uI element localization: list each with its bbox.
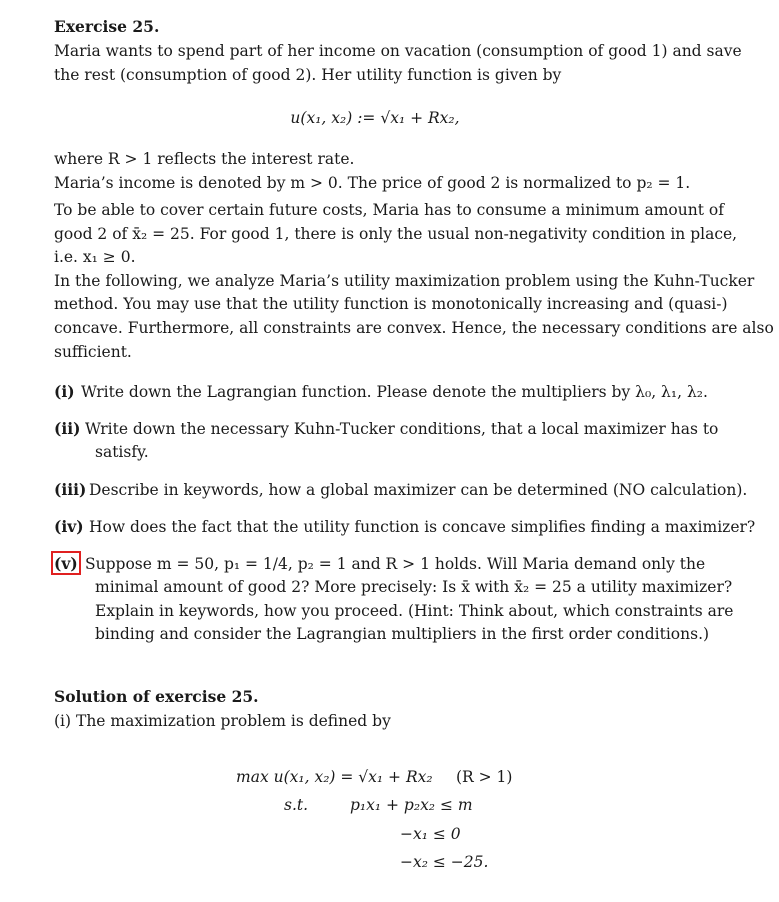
objective-condition: (R > 1) <box>456 768 513 786</box>
item-label: (v) <box>54 554 78 573</box>
item-label: (i) <box>54 382 75 401</box>
intro-line-1: Maria wants to spend part of her income on vacation (consumption of good 1) and save <box>54 42 742 60</box>
item-text: Describe in keywords, how a global maximizer can be determined (NO calculation). <box>89 481 748 499</box>
item-label: (iii) <box>54 480 87 499</box>
constraint-x1: −x₁ ≤ 0 <box>400 825 461 843</box>
item-label: (iv) <box>54 517 84 536</box>
objective-eq: max u(x₁, x₂) = √x₁ + Rx₂ <box>236 768 433 786</box>
st-label: s.t. <box>284 796 309 814</box>
para4-line-1: In the following, we analyze Maria’s utility maximization problem using the Kuhn-Tucker <box>54 272 755 290</box>
solution-title: Solution of exercise 25. <box>54 687 259 706</box>
para3-line-1: To be able to cover certain future costs, Maria has to consume a minimum amount of <box>54 201 724 219</box>
item-text-cont-3: binding and consider the Lagrangian multipliers in the first order conditions.) <box>95 625 710 643</box>
exercise-title: Exercise 25. <box>54 17 160 36</box>
constraint-x2: −x₂ ≤ −25. <box>400 853 489 871</box>
para3-line-3: i.e. x₁ ≥ 0. <box>54 248 136 266</box>
item-text: Suppose m = 50, p₁ = 1/4, p₂ = 1 and R > 1 holds. Will Maria demand only the <box>85 555 706 573</box>
solution-intro: (i) The maximization problem is defined by <box>54 712 391 730</box>
item-text-cont: satisfy. <box>95 443 149 461</box>
para-income: Maria’s income is denoted by m > 0. The price of good 2 is normalized to p₂ = 1. <box>54 174 691 192</box>
para4-line-4: sufficient. <box>54 343 132 361</box>
para3-line-2: good 2 of x̄₂ = 25. For good 1, there is only the usual non-negativity condition in place, <box>54 225 738 243</box>
item-text: Write down the Lagrangian function. Please denote the multipliers by λ₀, λ₁, λ₂. <box>81 383 708 401</box>
para4-line-2: method. You may use that the utility function is monotonically increasing and (quasi-) <box>54 295 728 313</box>
item-text-cont-2: Explain in keywords, how you proceed. (Hint: Think about, which constraints are <box>95 602 734 620</box>
intro-line-2: the rest (consumption of good 2). Her utility function is given by <box>54 66 562 84</box>
para-interest-rate: where R > 1 reflects the interest rate. <box>54 150 355 168</box>
constraint-budget: p₁x₁ + p₂x₂ ≤ m <box>350 796 473 814</box>
utility-equation: u(x₁, x₂) := √x₁ + Rx₂, <box>290 109 460 127</box>
item-text: Write down the necessary Kuhn-Tucker conditions, that a local maximizer has to <box>85 420 719 438</box>
item-label: (ii) <box>54 419 81 438</box>
item-text: How does the fact that the utility function is concave simplifies finding a maximizer? <box>89 518 756 536</box>
item-text-cont-1: minimal amount of good 2? More precisely: Is x̄ with x̄₂ = 25 a utility maximizer? <box>95 578 733 596</box>
para4-line-3: concave. Furthermore, all constraints are convex. Hence, the necessary conditions are also <box>54 319 774 337</box>
